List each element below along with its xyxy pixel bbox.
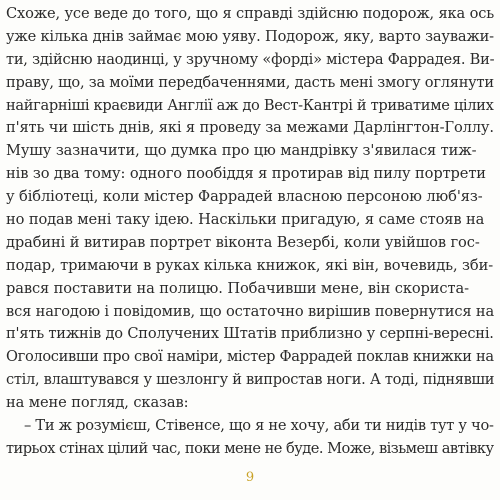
text-line-18: на мене погляд, сказав: [6,394,189,412]
text-line-20: тирьох стінах цілий час, поки мене не буде. Може, візьмеш автівку [6,439,494,457]
text-line-15: п'ять тижнів до Сполучених Штатів приблизно у серпні-вересні. [6,325,494,343]
text-line-17: стіл, влаштувався у шезлонгу й випростав ноги. А тоді, піднявши [6,371,495,389]
text-line-11: драбині й витирав портрет віконта Везербі, коли увійшов гос- [6,233,480,251]
text-line-2: уже кілька днів займає мою уяву. Подорож, яку, варто зауважи- [6,27,494,45]
text-line-6: п'ять чи шість днів, які я проведу за межами Дарлінгтон-Голлу. [6,119,494,137]
page-number: 9 [245,470,255,485]
text-line-3: ти, здійсню наодинці, у зручному «форді» містера Фаррадея. Ви- [6,50,495,68]
text-line-14: вся нагодою і повідомив, що остаточно вирішив повернутися на [6,302,495,320]
text-line-4: праву, що, за моїми передбаченнями, дасть мені змогу оглянути [6,73,494,91]
text-line-16: Оголосивши про свої наміри, містер Фаррадей поклав книжки на [6,348,494,366]
text-line-7: Мушу зазначити, що думка про цю мандрівку з'явилася тиж- [6,142,477,160]
body-text [6,3,494,461]
text-line-8: нів зо два тому: одного пообіддя я протирав від пилу портрети [6,165,486,183]
text-line-12: подар, тримаючи в руках кілька книжок, які він, вочевидь, зби- [6,256,494,274]
text-line-1: Схоже, усе веде до того, що я справді здійсню подорож, яка ось [6,5,495,22]
text-line-9: у бібліотеці, коли містер Фаррадей власною персоною люб'яз- [6,188,483,206]
text-line-19: – Ти ж розумієш, Стівенсе, що я не хочу, аби ти нидів тут у чо- [24,417,494,435]
text-line-5: найгарніші краєвиди Англії аж до Вест-Кантрі й триватиме цілих [6,96,494,114]
text-line-10: но подав мені таку ідею. Наскільки пригадую, я саме стояв на [6,211,485,229]
text-line-13: рався поставити на полицю. Побачивши мене, він скориста- [6,279,469,297]
